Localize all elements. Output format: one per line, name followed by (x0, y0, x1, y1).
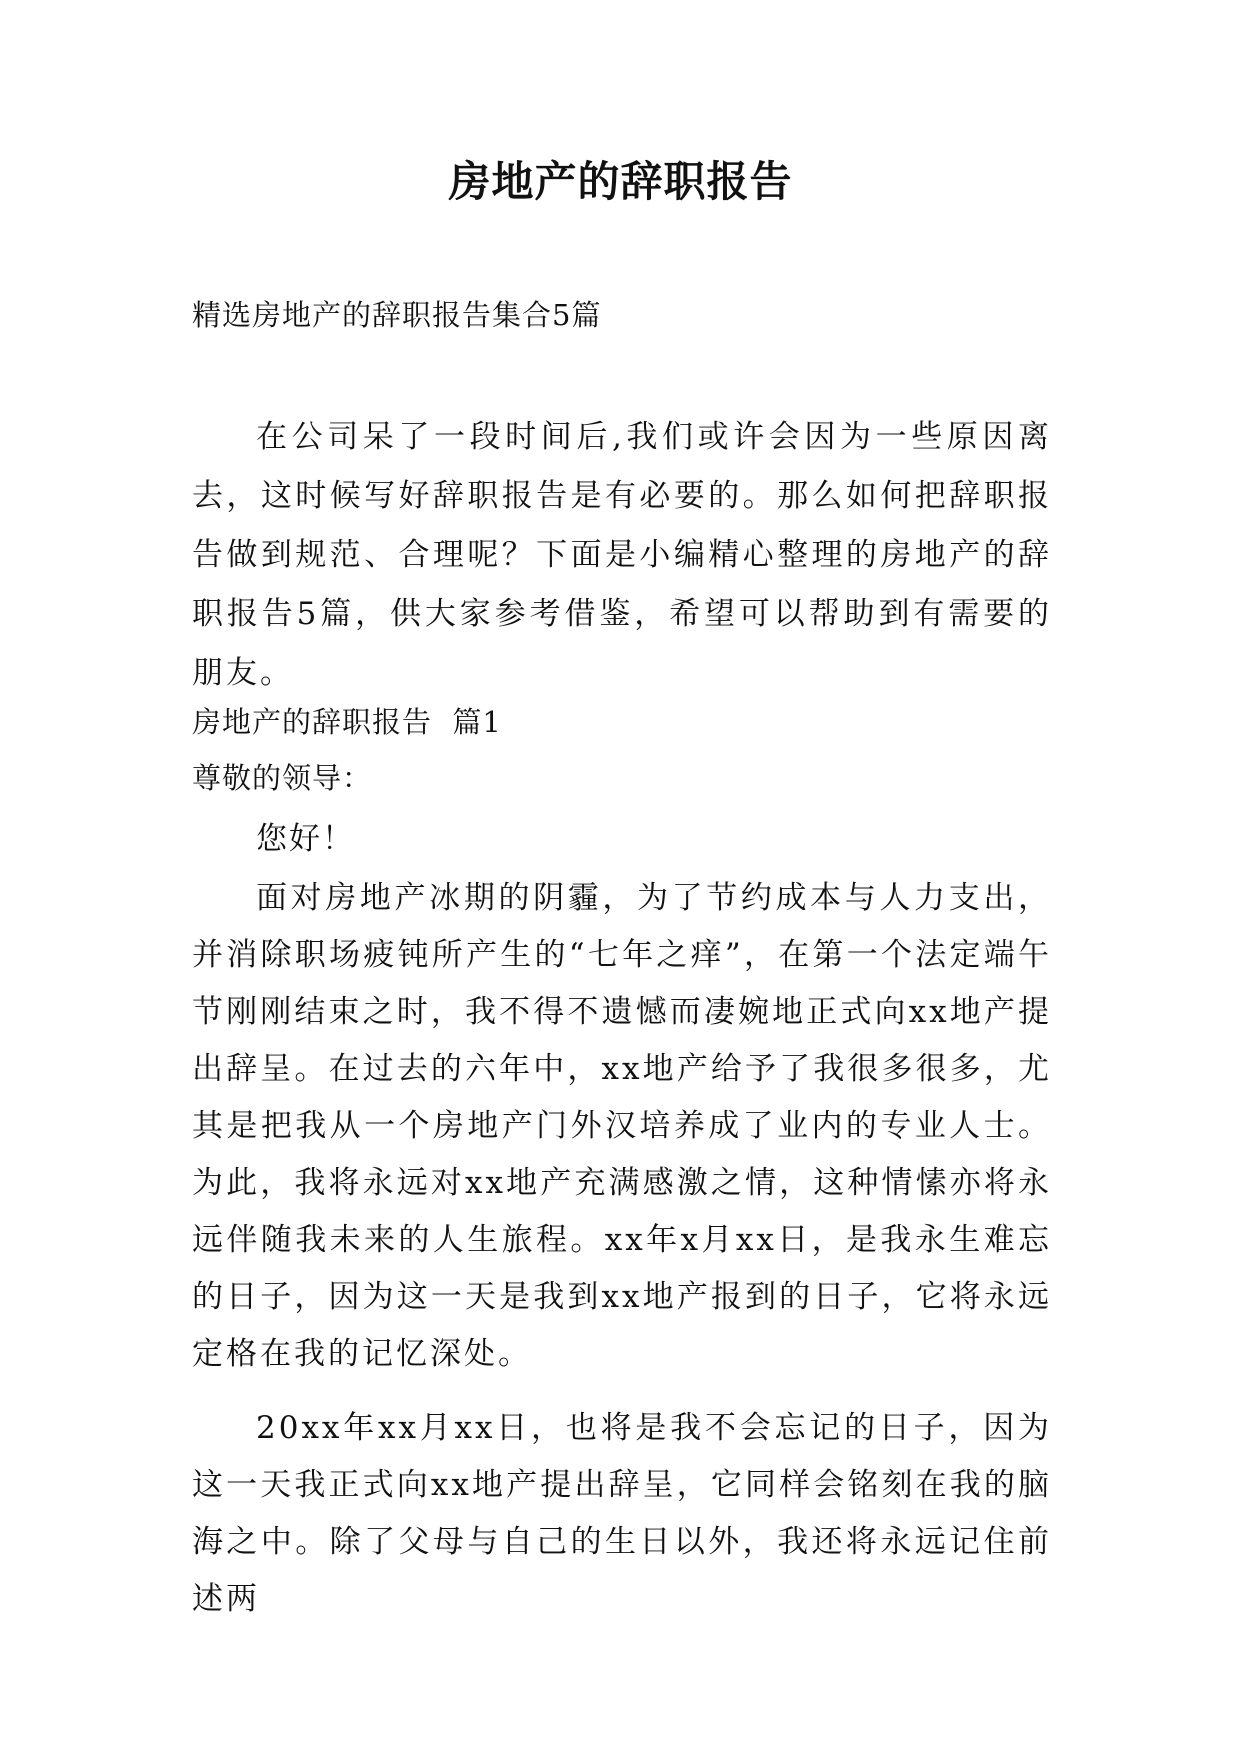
body-paragraph: 20xx年xx月xx日，也将是我不会忘记的日子，因为这一天我正式向xx地产提出辞呈，它同样会铭刻在我的脑海之中。除了父母与自己的生日以外，我还将永远记住前述两 (192, 1410, 1052, 1617)
letter-greeting: 您好！ (256, 821, 355, 857)
section-heading: 房地产的辞职报告 篇1 (192, 705, 502, 739)
intro-paragraph: 在公司呆了一段时间后,我们或许会因为一些原因离去，这时候写好辞职报告是有必要的。那么如何把辞职报告做到规范、合理呢？下面是小编精心整理的房地产的辞职报告5篇，供大家参考借鉴，希望可以帮助到有需要的朋友。 (192, 419, 1052, 691)
document-title: 房地产的辞职报告 (448, 157, 793, 206)
document-subtitle: 精选房地产的辞职报告集合5篇 (192, 298, 602, 332)
body-paragraph: 面对房地产冰期的阴霾，为了节约成本与人力支出，并消除职场疲钝所产生的“七年之痒”，在第一个法定端午节刚刚结束之时，我不得不遗憾而凄婉地正式向xx地产提出辞呈。在过去的六年中，xx地产给予了我很多很多，尤其是把我从一个房地产门外汉培养成了业内的专业人士。为此，我将永远对xx地产充满感激之情，这种情愫亦将永远伴随我未来的人生旅程。xx年x月xx日，是我永生难忘的日子，因为这一天是我到xx地产报到的日子，它将永远定格在我的记忆深处。 (192, 880, 1052, 1372)
letter-salutation: 尊敬的领导： (192, 761, 373, 795)
